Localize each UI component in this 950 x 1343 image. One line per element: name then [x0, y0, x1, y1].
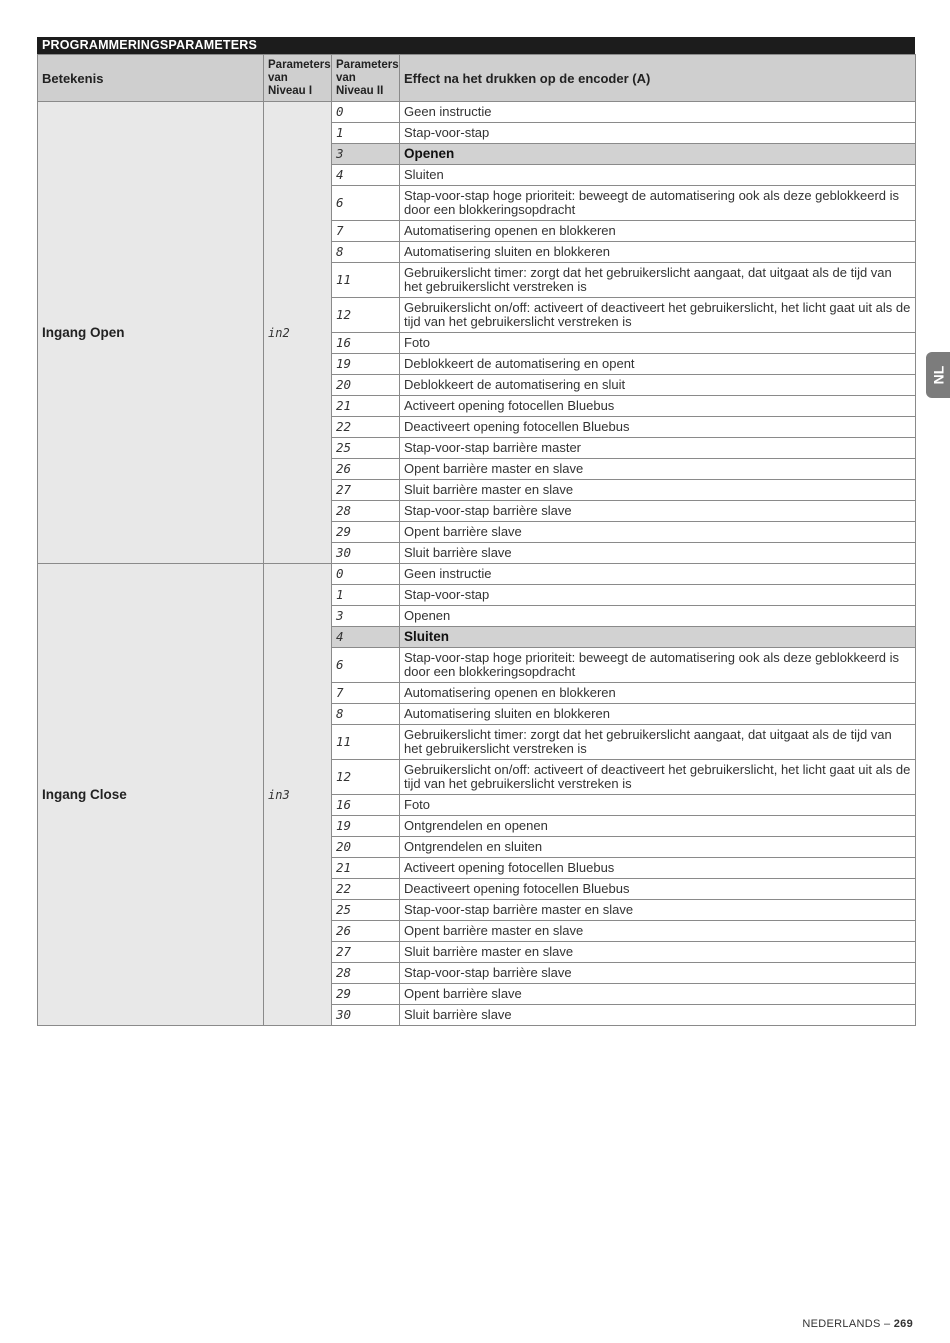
effect-description: Automatisering openen en blokkeren	[400, 221, 916, 242]
level2-code: 4	[332, 627, 400, 648]
effect-description: Stap-voor-stap barrière slave	[400, 501, 916, 522]
table-body	[38, 102, 916, 1026]
level2-code: 3	[332, 606, 400, 627]
effect-description: Opent barrière slave	[400, 522, 916, 543]
effect-description: Gebruikerslicht on/off: activeert of deactiveert het gebruikerslicht, het licht gaat uit als de tijd van het gebruikerslicht verstreken is	[400, 298, 916, 333]
effect-description: Stap-voor-stap hoge prioriteit: beweegt de automatisering ook als deze geblokkeerd is door een blokkeringsopdracht	[400, 186, 916, 221]
footer-page-number: 269	[893, 1318, 913, 1330]
effect-description: Activeert opening fotocellen Bluebus	[400, 396, 916, 417]
level2-code: 21	[332, 858, 400, 879]
effect-description: Opent barrière slave	[400, 984, 916, 1005]
effect-description: Gebruikerslicht timer: zorgt dat het gebruikerslicht aangaat, dat uitgaat als de tijd van het gebruikerslicht verstreken is	[400, 263, 916, 298]
effect-description: Geen instructie	[400, 102, 916, 123]
level2-code: 11	[332, 725, 400, 760]
level2-code: 25	[332, 438, 400, 459]
effect-description: Stap-voor-stap barrière master	[400, 438, 916, 459]
level2-code: 28	[332, 501, 400, 522]
level2-code: 20	[332, 837, 400, 858]
level2-code: 19	[332, 816, 400, 837]
effect-description: Deactiveert opening fotocellen Bluebus	[400, 879, 916, 900]
level1-code: in3	[264, 564, 332, 1026]
level2-code: 26	[332, 921, 400, 942]
effect-description: Stap-voor-stap	[400, 123, 916, 144]
header-effect: Effect na het drukken op de encoder (A)	[400, 55, 916, 102]
level2-code: 1	[332, 585, 400, 606]
effect-description: Sluit barrière slave	[400, 543, 916, 564]
level1-code: in2	[264, 102, 332, 564]
table-header-row	[38, 55, 916, 102]
effect-description: Deactiveert opening fotocellen Bluebus	[400, 417, 916, 438]
parameter-name: Ingang Close	[38, 564, 264, 1026]
level2-code: 21	[332, 396, 400, 417]
effect-description: Geen instructie	[400, 564, 916, 585]
effect-description: Opent barrière master en slave	[400, 459, 916, 480]
level2-code: 4	[332, 165, 400, 186]
effect-description: Stap-voor-stap barrière master en slave	[400, 900, 916, 921]
effect-description: Gebruikerslicht timer: zorgt dat het gebruikerslicht aangaat, dat uitgaat als de tijd van het gebruikerslicht verstreken is	[400, 725, 916, 760]
effect-description: Ontgrendelen en sluiten	[400, 837, 916, 858]
level2-code: 22	[332, 879, 400, 900]
parameter-name: Ingang Open	[38, 102, 264, 564]
language-tab	[926, 352, 950, 398]
effect-description: Openen	[400, 144, 916, 165]
level2-code: 30	[332, 1005, 400, 1026]
level2-code: 7	[332, 221, 400, 242]
level2-code: 12	[332, 298, 400, 333]
level2-code: 28	[332, 963, 400, 984]
effect-description: Activeert opening fotocellen Bluebus	[400, 858, 916, 879]
header-level2: Parameters van Niveau II	[332, 55, 400, 102]
effect-description: Automatisering openen en blokkeren	[400, 683, 916, 704]
parameter-table-section	[37, 37, 915, 1026]
level2-code: 7	[332, 683, 400, 704]
effect-description: Automatisering sluiten en blokkeren	[400, 242, 916, 263]
level2-code: 16	[332, 333, 400, 354]
level2-code: 0	[332, 564, 400, 585]
level2-code: 12	[332, 760, 400, 795]
effect-description: Gebruikerslicht on/off: activeert of deactiveert het gebruikerslicht, het licht gaat uit als de tijd van het gebruikerslicht verstreken is	[400, 760, 916, 795]
effect-description: Foto	[400, 795, 916, 816]
table-title: PROGRAMMERINGSPARAMETERS	[37, 37, 915, 54]
table-row	[38, 564, 916, 585]
level2-code: 30	[332, 543, 400, 564]
table-row	[38, 102, 916, 123]
level2-code: 29	[332, 984, 400, 1005]
level2-code: 22	[332, 417, 400, 438]
level2-code: 16	[332, 795, 400, 816]
level2-code: 11	[332, 263, 400, 298]
level2-code: 27	[332, 480, 400, 501]
level2-code: 26	[332, 459, 400, 480]
level2-code: 0	[332, 102, 400, 123]
header-level1: Parameters van Niveau I	[264, 55, 332, 102]
level2-code: 3	[332, 144, 400, 165]
effect-description: Deblokkeert de automatisering en sluit	[400, 375, 916, 396]
effect-description: Stap-voor-stap hoge prioriteit: beweegt de automatisering ook als deze geblokkeerd is door een blokkeringsopdracht	[400, 648, 916, 683]
level2-code: 27	[332, 942, 400, 963]
page-footer	[802, 1318, 913, 1330]
effect-description: Opent barrière master en slave	[400, 921, 916, 942]
effect-description: Stap-voor-stap	[400, 585, 916, 606]
effect-description: Sluiten	[400, 627, 916, 648]
effect-description: Sluiten	[400, 165, 916, 186]
effect-description: Foto	[400, 333, 916, 354]
level2-code: 6	[332, 648, 400, 683]
parameter-table	[37, 54, 916, 1026]
effect-description: Automatisering sluiten en blokkeren	[400, 704, 916, 725]
effect-description: Stap-voor-stap barrière slave	[400, 963, 916, 984]
level2-code: 20	[332, 375, 400, 396]
effect-description: Sluit barrière master en slave	[400, 480, 916, 501]
level2-code: 25	[332, 900, 400, 921]
level2-code: 19	[332, 354, 400, 375]
effect-description: Openen	[400, 606, 916, 627]
effect-description: Sluit barrière master en slave	[400, 942, 916, 963]
footer-language: NEDERLANDS –	[802, 1318, 891, 1330]
effect-description: Ontgrendelen en openen	[400, 816, 916, 837]
language-tab-label: NL	[929, 365, 946, 385]
effect-description: Sluit barrière slave	[400, 1005, 916, 1026]
level2-code: 8	[332, 704, 400, 725]
header-meaning: Betekenis	[38, 55, 264, 102]
level2-code: 1	[332, 123, 400, 144]
level2-code: 8	[332, 242, 400, 263]
level2-code: 6	[332, 186, 400, 221]
effect-description: Deblokkeert de automatisering en opent	[400, 354, 916, 375]
level2-code: 29	[332, 522, 400, 543]
